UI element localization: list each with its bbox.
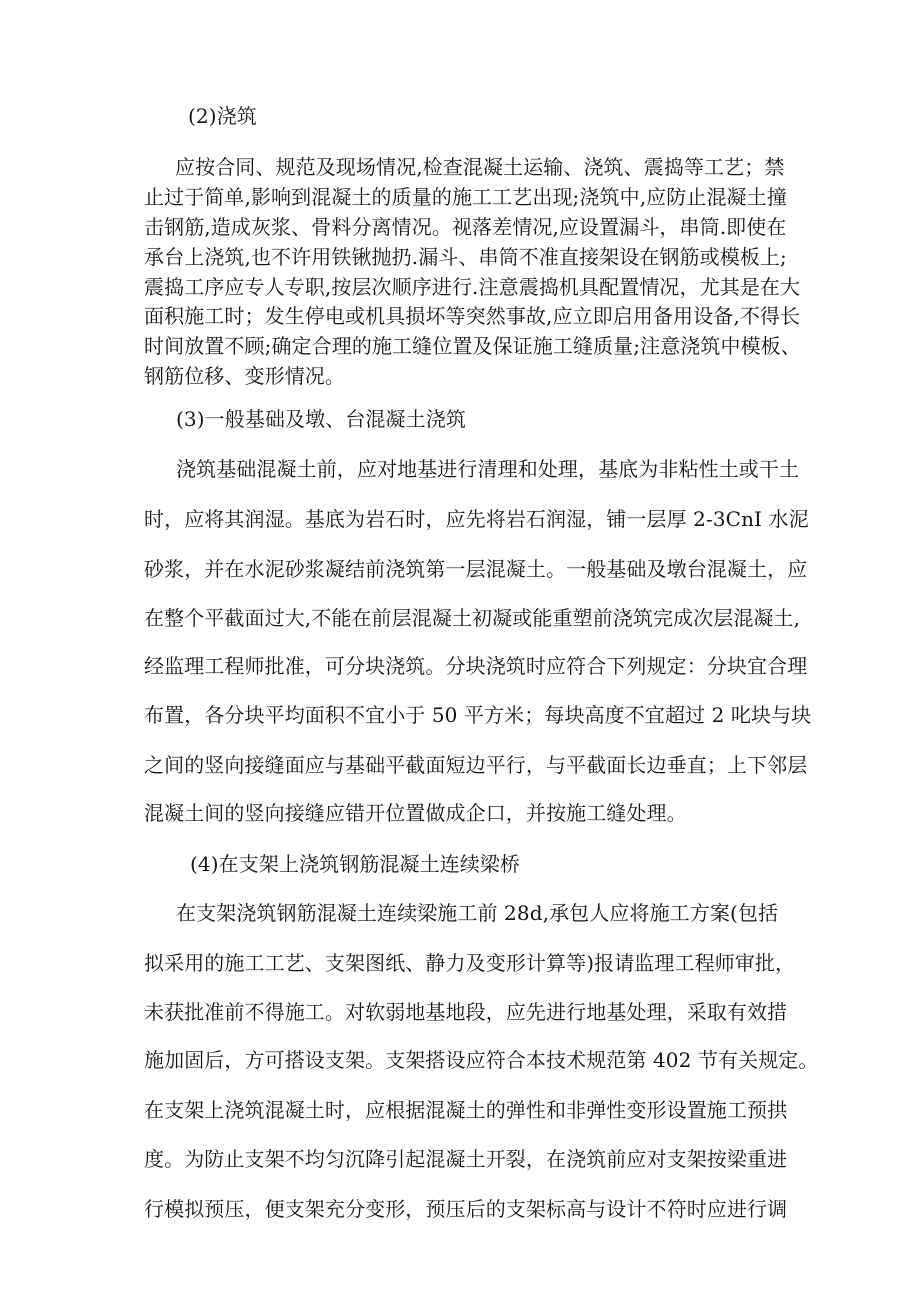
paragraph-line: 在整个平截面过大,不能在前层混凝土初凝或能重塑前浇筑完成次层混凝土, — [144, 606, 801, 630]
paragraph-line: 经监理工程师批准，可分块浇筑。分块浇筑时应符合下列规定：分块宜合理 — [144, 654, 808, 678]
paragraph-line: 行模拟预压，便支架充分变形，预压后的支架标高与设计不符时应进行调 — [144, 1197, 788, 1221]
paragraph-line: 在支架浇筑钢筋混凝土连续梁施工前 28d,承包人应将施工方案(包括 — [176, 901, 779, 925]
paragraph-line: 击钢筋,造成灰浆、骨料分离情况。视落差情况,应设置漏斗，串筒.即使在 — [144, 215, 787, 239]
paragraph-line: 施加固后，方可搭设支架。支架搭设应符合本技术规范第 402 节有关规定。 — [144, 1048, 819, 1072]
paragraph-line: 时，应将其润湿。基底为岩石时，应先将岩石润湿，铺一层厚 2-3CnI 水泥 — [144, 507, 809, 531]
paragraph-line: 砂浆，并在水泥砂浆凝结前浇筑第一层混凝土。一般基础及墩台混凝土，应 — [144, 557, 808, 581]
section-heading: (2)浇筑 — [188, 104, 257, 128]
paragraph-line: 浇筑基础混凝土前，应对地基进行清理和处理，基底为非粘性土或干土 — [176, 457, 800, 481]
paragraph-line: 承台上浇筑,也不许用铁锹抛扔.漏斗、串筒不准直接架设在钢筋或模板上; — [144, 245, 787, 269]
paragraph-line: 时间放置不顾;确定合理的施工缝位置及保证施工缝质量;注意浇筑中模板、 — [144, 334, 801, 358]
paragraph-line: 钢筋位移、变形情况。 — [144, 364, 345, 388]
paragraph-line: 拟采用的施工工艺、支架图纸、静力及变形计算等)报请监理工程师审批， — [144, 951, 796, 975]
paragraph-line: 度。为防止支架不均匀沉降引起混凝土开裂，在浇筑前应对支架按梁重进 — [144, 1147, 788, 1171]
section-heading: (4)在支架上浇筑钢筋混凝土连续梁桥 — [190, 852, 521, 876]
paragraph-line: 之间的竖向接缝面应与基础平截面短边平行，与平截面长边垂直；上下邻层 — [144, 753, 808, 777]
paragraph-line: 布置，各分块平均面积不宜小于 50 平方米；每块高度不宜超过 2 叱块与块 — [144, 703, 812, 727]
paragraph-line: 在支架上浇筑混凝土时，应根据混凝土的弹性和非弹性变形设置施工预拱 — [144, 1098, 788, 1122]
paragraph-line: 震捣工序应专人专职,按层次顺序进行.注意震捣机具配置情况，尤其是在大 — [144, 275, 801, 299]
paragraph-line: 止过于简单,影响到混凝土的质量的施工工艺出现;浇筑中,应防止混凝土撞 — [144, 185, 787, 209]
paragraph-line: 未获批准前不得施工。对软弱地基地段，应先进行地基处理，采取有效措 — [144, 1000, 788, 1024]
paragraph-line: 应按合同、规范及现场情况,检查混凝土运输、浇筑、震捣等工艺；禁 — [175, 155, 785, 179]
section-heading: (3)一般基础及墩、台混凝土浇筑 — [176, 407, 466, 431]
paragraph-line: 混凝土间的竖向接缝应错开位置做成企口，并按施工缝处理。 — [144, 801, 687, 825]
paragraph-line: 面积施工时；发生停电或机具损坏等突然事故,应立即启用备用设备,不得长 — [144, 304, 801, 328]
